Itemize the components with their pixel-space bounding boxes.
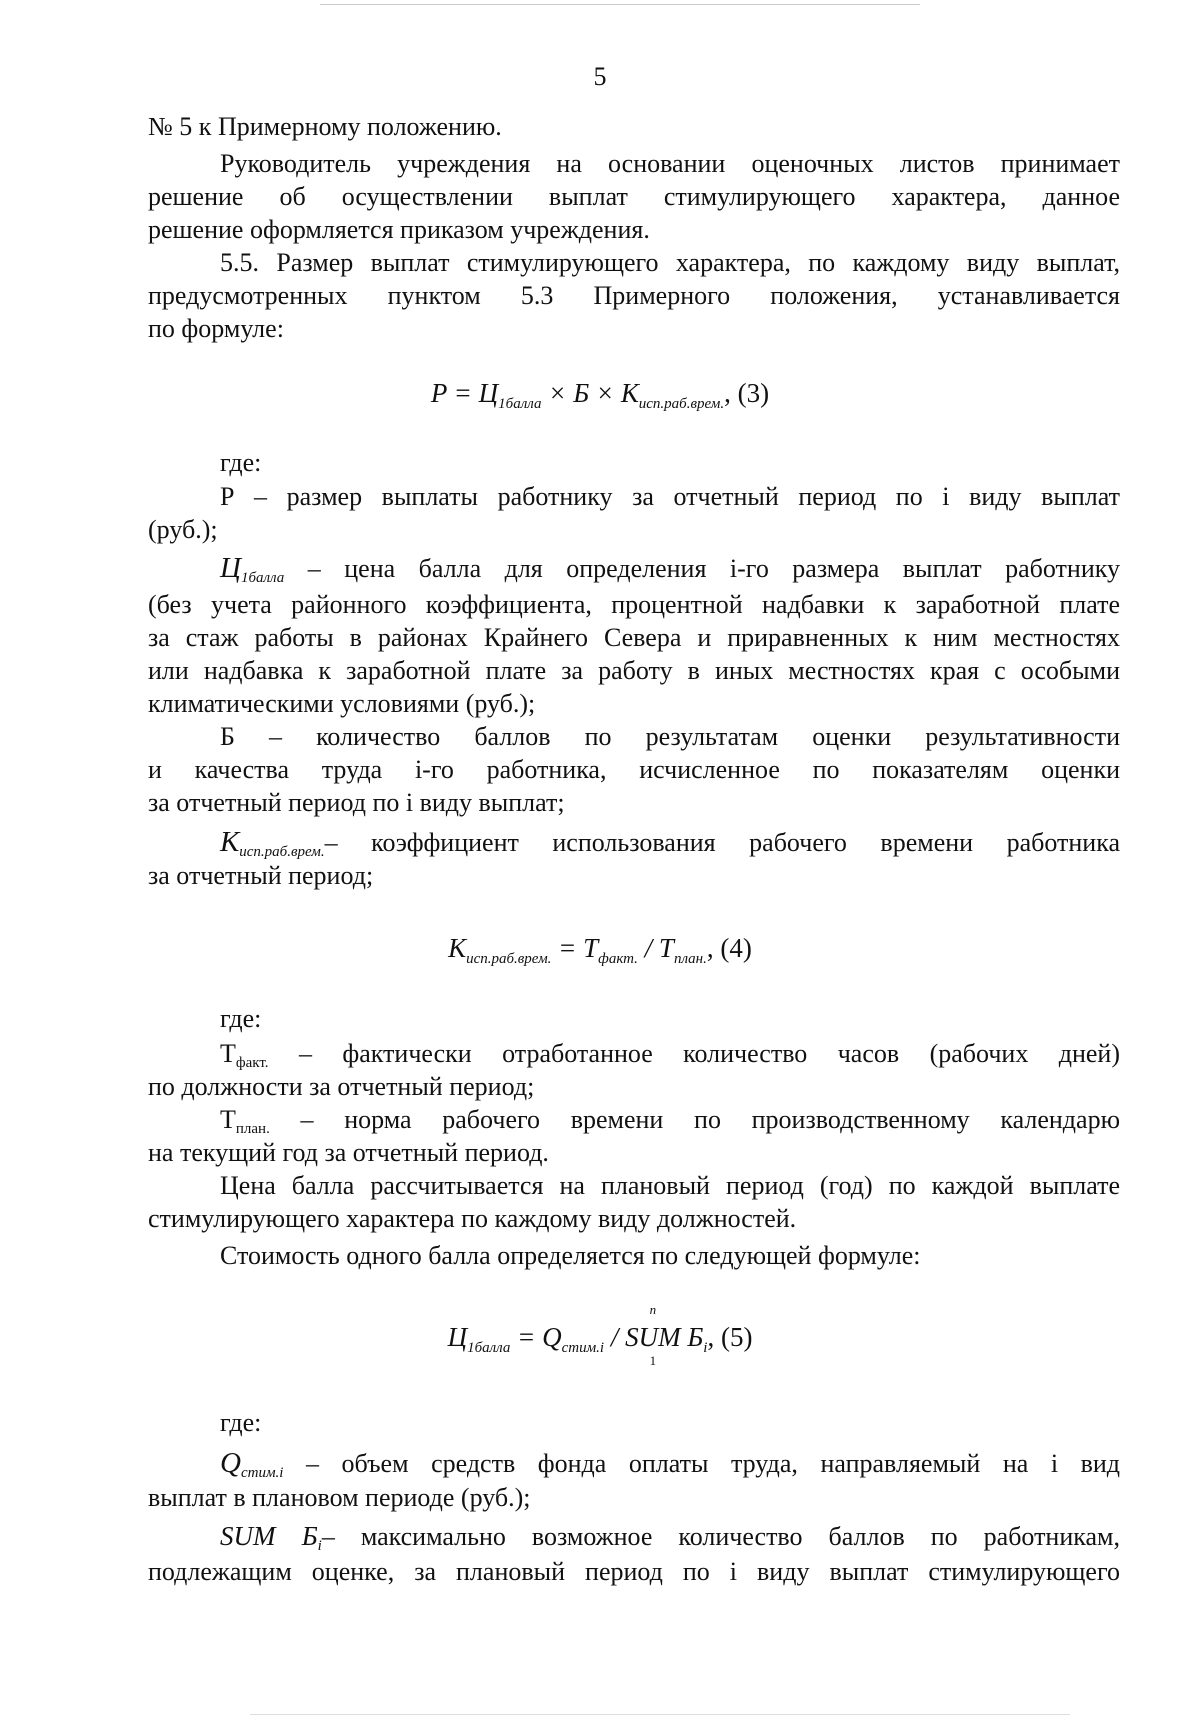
definition-sum: SUM Бi– максимально возможное количество баллов по работникам, bbox=[220, 1521, 1120, 1554]
where-label: где: bbox=[220, 1408, 262, 1437]
formula-5: $Ц_{1балла} = Q_{стим.i}$ / n SUM 1 $Б_i$, (5) bbox=[447, 1302, 753, 1368]
definition-tfact: по должности за отчетный период; bbox=[148, 1072, 535, 1101]
definition-price: за стаж работы в районах Крайнего Севера и приравненных к ним местностях bbox=[148, 623, 1120, 652]
definition-sum: подлежащим оценке, за плановый период по i виду выплат стимулирующего bbox=[148, 1557, 1120, 1586]
where-label: где: bbox=[220, 448, 262, 477]
scan-edge-top bbox=[320, 4, 920, 5]
text-line: решение об осуществлении выплат стимулирующего характера, данное bbox=[148, 182, 1120, 211]
definition-tfact: Тфакт. – фактически отработанное количество часов (рабочих дней) bbox=[220, 1039, 1120, 1071]
text-line: № 5 к Примерному положению. bbox=[148, 112, 502, 141]
definition-price: климатическими условиями (руб.); bbox=[148, 689, 536, 718]
definition-price: (без учета районного коэффициента, процентной надбавки к заработной плате bbox=[148, 590, 1120, 619]
definition-k: Кисп.раб.врем.– коэффициент использования рабочего времени работника bbox=[220, 826, 1120, 860]
definition-p: (руб.); bbox=[148, 515, 218, 544]
text-line: стимулирующего характера по каждому виду должностей. bbox=[148, 1204, 797, 1233]
text-line: решение оформляется приказом учреждения. bbox=[148, 215, 650, 244]
text-line: по формуле: bbox=[148, 314, 284, 343]
scan-edge-bottom bbox=[250, 1714, 1070, 1715]
definition-b: за отчетный период по i виду выплат; bbox=[148, 788, 565, 817]
text-line: Стоимость одного балла определяется по следующей формуле: bbox=[220, 1241, 921, 1270]
page-number: 5 bbox=[593, 62, 607, 91]
definition-b: и качества труда i-го работника, исчисленное по показателям оценки bbox=[148, 755, 1120, 784]
text-line: 5.5. Размер выплат стимулирующего характера, по каждому виду выплат, bbox=[220, 248, 1120, 277]
formula-4: $К_{исп.раб.врем.} = Т_{факт.} / Т_{план.}$, (4) bbox=[448, 933, 752, 967]
formula-3: $P = Ц_{1балла} \times Б \times К_{исп.раб.врем.}$, (3) bbox=[430, 378, 770, 412]
definition-q: Qстим.i – объем средств фонда оплаты труда, направляемый на i вид bbox=[220, 1447, 1120, 1481]
definition-tplan: на текущий год за отчетный период. bbox=[148, 1138, 549, 1167]
definition-q: выплат в плановом периоде (руб.); bbox=[148, 1483, 531, 1512]
where-label: где: bbox=[220, 1004, 262, 1033]
definition-tplan: Тплан. – норма рабочего времени по производственному календарю bbox=[220, 1105, 1120, 1137]
definition-k: за отчетный период; bbox=[148, 861, 374, 890]
definition-b: Б – количество баллов по результатам оценки результативности bbox=[220, 722, 1120, 751]
definition-p: Р – размер выплаты работнику за отчетный период по i виду выплат bbox=[220, 482, 1120, 511]
text-line: Цена балла рассчитывается на плановый период (год) по каждой выплате bbox=[220, 1171, 1120, 1200]
text-line: предусмотренных пунктом 5.3 Примерного положения, устанавливается bbox=[148, 281, 1120, 310]
text-line: Руководитель учреждения на основании оценочных листов принимает bbox=[220, 149, 1120, 178]
definition-price: или надбавка к заработной плате за работу в иных местностях края с особыми bbox=[148, 656, 1120, 685]
definition-price: Ц1балла – цена балла для определения i-го размера выплат работнику bbox=[220, 552, 1120, 586]
sum-operator: n SUM 1 bbox=[625, 1302, 681, 1368]
